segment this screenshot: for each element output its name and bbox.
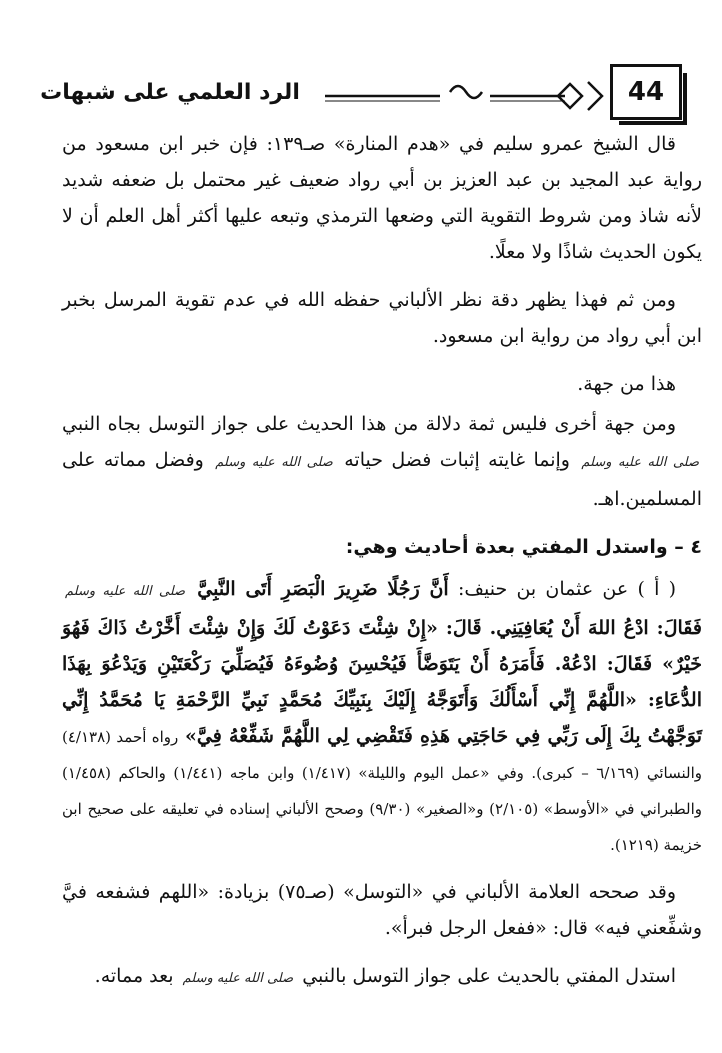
salutation-mark: صلى الله عليه وسلم [215, 455, 333, 470]
paragraph-mufti-inference [62, 958, 702, 997]
mufti-inference-part2: بعد مماته. [94, 965, 174, 987]
paragraph-quote-amr-salim: قال الشيخ عمرو سليم في «هدم المنارة» صـ١٣٩: فإن خبر ابن مسعود من رواية عبد المجيد بن عبد العزيز بن أبي رواد ضعيف غير محتمل بل ضعفه شديد لأنه شاذ ومن شروط التقوية التي وضعها الترمذي وتبعه عليها أكثر أهل العلم أن لا يكون الحديث شاذًا ولا معلًا. [62, 133, 702, 263]
paragraph-other-side-part2: وإنما غايته إثبات فضل حياته [344, 449, 570, 471]
paragraph-albani-authentication: وقد صححه العلامة الألباني في «التوسل» (صـ٧٥) بزيادة: «اللهم فشفعه فيَّ وشفِّعني فيه» قال: «ففعل الرجل فبرأ». [62, 881, 702, 939]
paragraph-other-side [62, 406, 702, 517]
hadith-text-part1: أَنَّ رَجُلًا ضَرِيرَ الْبَصَرِ أَتَى النَّبِيَّ [197, 578, 449, 600]
paragraph-one-side: هذا من جهة. [577, 373, 676, 395]
hadith-text-part2: فَقَالَ: ادْعُ اللهَ أَنْ يُعَافِيَنِي. قَالَ: «إِنْ شِئْتَ دَعَوْتُ لَكَ وَإِنْ شِئْتَ أَخَّرْتُ ذَاكَ فَهُوَ خَيْرٌ» فَقَالَ: ادْعُهْ. فَأَمَرَهُ أَنْ يَتَوَضَّأَ فَيُحْسِنَ وُضُوءَهُ فَيُصَلِّيَ رَكْعَتَيْنِ وَيَدْعُوَ بِهَذَا الدُّعَاءِ: «اللَّهُمَّ إِنِّي أَسْأَلُكَ وَأَتَوَجَّهُ إِلَيْكَ بِنَبِيِّكَ مُحَمَّدٍ نَبِيِّ الرَّحْمَةِ يَا مُحَمَّدُ إِنِّي تَوَجَّهْتُ بِكَ إِلَى رَبِّي فِي حَاجَتِي هَذِهِ فَتَقْضِي لِي اللَّهُمَّ شَفِّعْهُ فِيَّ» [62, 617, 702, 747]
mufti-inference-part1: استدل المفتي بالحديث على جواز التوسل بالنبي [302, 965, 676, 987]
section-heading: ٤ – واستدل المفتي بعدة أحاديث وهي: [345, 536, 702, 558]
header-ornament [320, 74, 610, 114]
hadith-paragraph [62, 571, 702, 862]
page-content [62, 126, 702, 1009]
page-header [20, 62, 692, 122]
running-title: الرد العلمي على شبهات [40, 80, 300, 105]
paragraph-albani-precision: ومن ثم فهذا يظهر دقة نظر الألباني حفظه الله في عدم تقوية المرسل بخبر ابن أبي رواد من رواية ابن مسعود. [62, 289, 702, 347]
paragraph-other-side-part1: ومن جهة أخرى فليس ثمة دلالة من هذا الحديث على جواز التوسل بجاه النبي [62, 413, 676, 435]
salutation-mark: صلى الله عليه وسلم [182, 971, 294, 986]
paragraph-other-side-part3: وفضل مماته على المسلمين.اهـ. [62, 449, 702, 510]
hadith-intro: ( أ ) عن عثمان بن حنيف: [457, 578, 677, 600]
salutation-mark: صلى الله عليه وسلم [65, 584, 186, 599]
page-number-box [610, 64, 682, 120]
salutation-mark: صلى الله عليه وسلم [581, 455, 700, 470]
hadith-source: رواه أحمد (٤/١٣٨) والنسائي (٦/١٦٩ – كبرى). وفي «عمل اليوم والليلة» (١/٤١٧) وابن ماجه (١/٤٤١) والحاكم (١/٤٥٨) والطبراني في «الأوسط» (٢/١٠٥) و«الصغير» (٩/٣٠) وصحح الألباني إسناده في تعليقه على صحيح ابن خزيمة (١٢١٩). [62, 728, 703, 854]
page-number: 44 [627, 77, 665, 107]
